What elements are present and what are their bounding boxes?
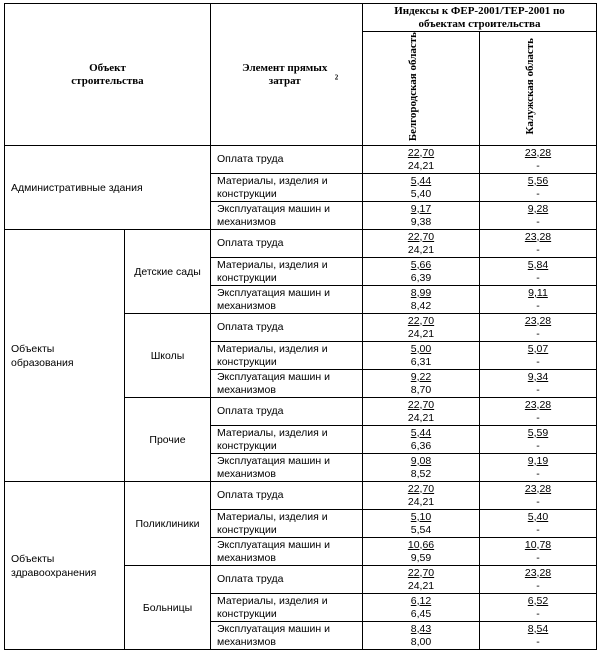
- index-cell-belgorod: [363, 510, 480, 538]
- object-subgroup-cell: [125, 314, 211, 398]
- index-value-current: 6,12: [410, 594, 432, 607]
- index-cell-kaluga: [480, 482, 597, 510]
- index-value-previous: 8,42: [410, 299, 432, 312]
- index-value-current: 5,40: [527, 510, 549, 523]
- index-cell-kaluga: [480, 398, 597, 426]
- index-value-current: 5,07: [527, 342, 549, 355]
- index-value-previous: 24,21: [407, 579, 435, 592]
- object-group-cell: [5, 482, 125, 650]
- index-cell-belgorod: [363, 426, 480, 454]
- table-row: [5, 146, 597, 174]
- index-value-previous: 24,21: [407, 159, 435, 172]
- index-value-previous: -: [536, 243, 540, 256]
- index-cell-kaluga: [480, 230, 597, 258]
- index-value-previous: 24,21: [407, 495, 435, 508]
- index-value-previous: -: [536, 411, 540, 424]
- index-value-previous: -: [536, 495, 540, 508]
- index-value-previous: -: [536, 159, 540, 172]
- cost-element-cell: Материалы, изделия и конструкции: [211, 594, 363, 622]
- index-value-current: 5,00: [410, 342, 432, 355]
- index-value-previous: -: [536, 439, 540, 452]
- index-cell-belgorod: [363, 594, 480, 622]
- object-subgroup-cell: [125, 566, 211, 650]
- index-cell-belgorod: [363, 538, 480, 566]
- cost-element-cell: Эксплуатация машин и механизмов: [211, 454, 363, 482]
- document-page: [4, 3, 596, 650]
- object-subgroup-cell: [125, 230, 211, 314]
- index-value-previous: 6,36: [410, 439, 432, 452]
- index-value-current: 9,34: [527, 370, 549, 383]
- index-value-previous: 6,45: [410, 607, 432, 620]
- index-value-current: 22,70: [407, 566, 435, 579]
- index-value-current: 5,84: [527, 258, 549, 271]
- indices-table: [4, 3, 597, 650]
- object-subgroup-label: Прочие: [149, 433, 186, 446]
- index-value-previous: 6,31: [410, 355, 432, 368]
- index-value-current: 10,66: [407, 538, 435, 551]
- index-value-previous: -: [536, 187, 540, 200]
- header-object-column: Объект строительства: [5, 4, 211, 146]
- index-cell-belgorod: [363, 174, 480, 202]
- index-value-current: 5,59: [527, 426, 549, 439]
- index-cell-belgorod: [363, 622, 480, 650]
- index-value-current: 23,28: [524, 398, 552, 411]
- object-group-cell: [5, 230, 125, 482]
- cost-element-cell: Материалы, изделия и конструкции: [211, 510, 363, 538]
- index-value-current: 8,43: [410, 622, 432, 635]
- index-value-current: 23,28: [524, 566, 552, 579]
- index-value-current: 5,44: [410, 174, 432, 187]
- index-value-current: 9,11: [528, 286, 548, 299]
- table-row: [5, 482, 597, 510]
- object-group-label: Объекты здравоохранения: [11, 552, 97, 579]
- index-cell-belgorod: [363, 230, 480, 258]
- index-cell-kaluga: [480, 146, 597, 174]
- index-cell-belgorod: [363, 314, 480, 342]
- object-subgroup-cell: [125, 398, 211, 482]
- index-cell-belgorod: [363, 454, 480, 482]
- index-value-previous: -: [536, 327, 540, 340]
- index-cell-kaluga: [480, 342, 597, 370]
- index-value-previous: 5,54: [410, 523, 432, 536]
- index-value-previous: 9,59: [410, 551, 432, 564]
- cost-element-cell: Оплата труда: [211, 482, 363, 510]
- index-cell-kaluga: [480, 510, 597, 538]
- index-value-previous: -: [536, 215, 540, 228]
- index-value-current: 5,56: [527, 174, 549, 187]
- index-value-current: 23,28: [524, 146, 552, 159]
- index-value-current: 23,28: [524, 482, 552, 495]
- index-value-previous: -: [536, 355, 540, 368]
- index-cell-belgorod: [363, 286, 480, 314]
- index-value-previous: -: [536, 523, 540, 536]
- index-cell-belgorod: [363, 398, 480, 426]
- index-value-previous: 8,52: [410, 467, 432, 480]
- index-value-previous: 5,40: [410, 187, 432, 200]
- cost-element-cell: Оплата труда: [211, 314, 363, 342]
- index-cell-kaluga: [480, 622, 597, 650]
- index-value-current: 22,70: [407, 398, 435, 411]
- object-subgroup-cell: [125, 482, 211, 566]
- object-subgroup-label: Детские сады: [134, 265, 201, 278]
- index-value-previous: 8,70: [410, 383, 432, 396]
- index-cell-kaluga: [480, 202, 597, 230]
- cost-element-cell: Материалы, изделия и конструкции: [211, 342, 363, 370]
- index-cell-kaluga: [480, 594, 597, 622]
- index-value-current: 9,17: [410, 202, 432, 215]
- index-value-current: 22,70: [407, 146, 435, 159]
- index-value-previous: -: [536, 579, 540, 592]
- index-cell-belgorod: [363, 202, 480, 230]
- index-value-current: 22,70: [407, 230, 435, 243]
- index-value-current: 9,28: [527, 202, 549, 215]
- index-value-previous: 9,38: [410, 215, 432, 228]
- index-value-current: 22,70: [407, 482, 435, 495]
- index-cell-belgorod: [363, 342, 480, 370]
- index-value-previous: 24,21: [407, 243, 435, 256]
- header-indices-title: Индексы к ФЕР-2001/ТЕР-2001 по объектам строительства: [363, 4, 597, 32]
- index-cell-kaluga: [480, 454, 597, 482]
- index-value-current: 9,19: [527, 454, 549, 467]
- index-cell-belgorod: [363, 258, 480, 286]
- cost-element-cell: Материалы, изделия и конструкции: [211, 174, 363, 202]
- index-value-current: 5,66: [410, 258, 432, 271]
- index-value-previous: -: [536, 635, 540, 648]
- table-body: [5, 146, 597, 650]
- index-value-previous: 8,00: [410, 635, 432, 648]
- index-cell-kaluga: [480, 370, 597, 398]
- header-region-kaluga: Калужская область: [480, 32, 597, 146]
- index-value-previous: -: [536, 467, 540, 480]
- index-value-previous: -: [536, 271, 540, 284]
- index-value-current: 10,78: [524, 538, 552, 551]
- index-cell-kaluga: [480, 286, 597, 314]
- index-value-current: 9,22: [410, 370, 432, 383]
- index-cell-kaluga: [480, 258, 597, 286]
- index-value-current: 8,99: [410, 286, 432, 299]
- index-value-current: 23,28: [524, 230, 552, 243]
- index-value-current: 23,28: [524, 314, 552, 327]
- cost-element-cell: Оплата труда: [211, 398, 363, 426]
- index-cell-belgorod: [363, 566, 480, 594]
- header-region-belgorod: Белгородская область: [363, 32, 480, 146]
- index-cell-belgorod: [363, 482, 480, 510]
- cost-element-cell: Оплата труда: [211, 230, 363, 258]
- index-cell-kaluga: [480, 426, 597, 454]
- index-value-previous: -: [536, 607, 540, 620]
- footnote-marker: 2: [334, 72, 339, 81]
- cost-element-cell: Материалы, изделия и конструкции: [211, 258, 363, 286]
- cost-element-cell: Эксплуатация машин и механизмов: [211, 622, 363, 650]
- cost-element-cell: Эксплуатация машин и механизмов: [211, 538, 363, 566]
- index-value-previous: -: [536, 299, 540, 312]
- object-group-label: Объекты образования: [11, 342, 74, 369]
- index-value-previous: 6,39: [410, 271, 432, 284]
- object-group-label: Административные здания: [11, 181, 143, 194]
- object-subgroup-label: Больницы: [142, 601, 193, 614]
- cost-element-cell: Материалы, изделия и конструкции: [211, 426, 363, 454]
- cost-element-cell: Эксплуатация машин и механизмов: [211, 286, 363, 314]
- index-value-previous: 24,21: [407, 327, 435, 340]
- cost-element-cell: Эксплуатация машин и механизмов: [211, 202, 363, 230]
- index-value-previous: 24,21: [407, 411, 435, 424]
- object-group-cell: [5, 146, 211, 230]
- index-value-previous: -: [536, 551, 540, 564]
- index-value-current: 5,10: [410, 510, 432, 523]
- index-value-current: 9,08: [410, 454, 432, 467]
- index-value-current: 8,54: [527, 622, 549, 635]
- index-cell-belgorod: [363, 146, 480, 174]
- index-cell-kaluga: [480, 538, 597, 566]
- cost-element-cell: Оплата труда: [211, 566, 363, 594]
- index-cell-kaluga: [480, 174, 597, 202]
- index-cell-kaluga: [480, 314, 597, 342]
- index-cell-belgorod: [363, 370, 480, 398]
- cost-element-cell: Эксплуатация машин и механизмов: [211, 370, 363, 398]
- index-cell-kaluga: [480, 566, 597, 594]
- index-value-previous: -: [536, 383, 540, 396]
- header-element-column: Элемент прямых затрат $^2$: [211, 4, 363, 146]
- object-subgroup-label: Школы: [150, 349, 185, 362]
- index-value-current: 22,70: [407, 314, 435, 327]
- index-value-current: 6,52: [527, 594, 549, 607]
- table-row: [5, 230, 597, 258]
- object-subgroup-label: Поликлиники: [135, 517, 200, 530]
- index-value-current: 5,44: [410, 426, 432, 439]
- cost-element-cell: Оплата труда: [211, 146, 363, 174]
